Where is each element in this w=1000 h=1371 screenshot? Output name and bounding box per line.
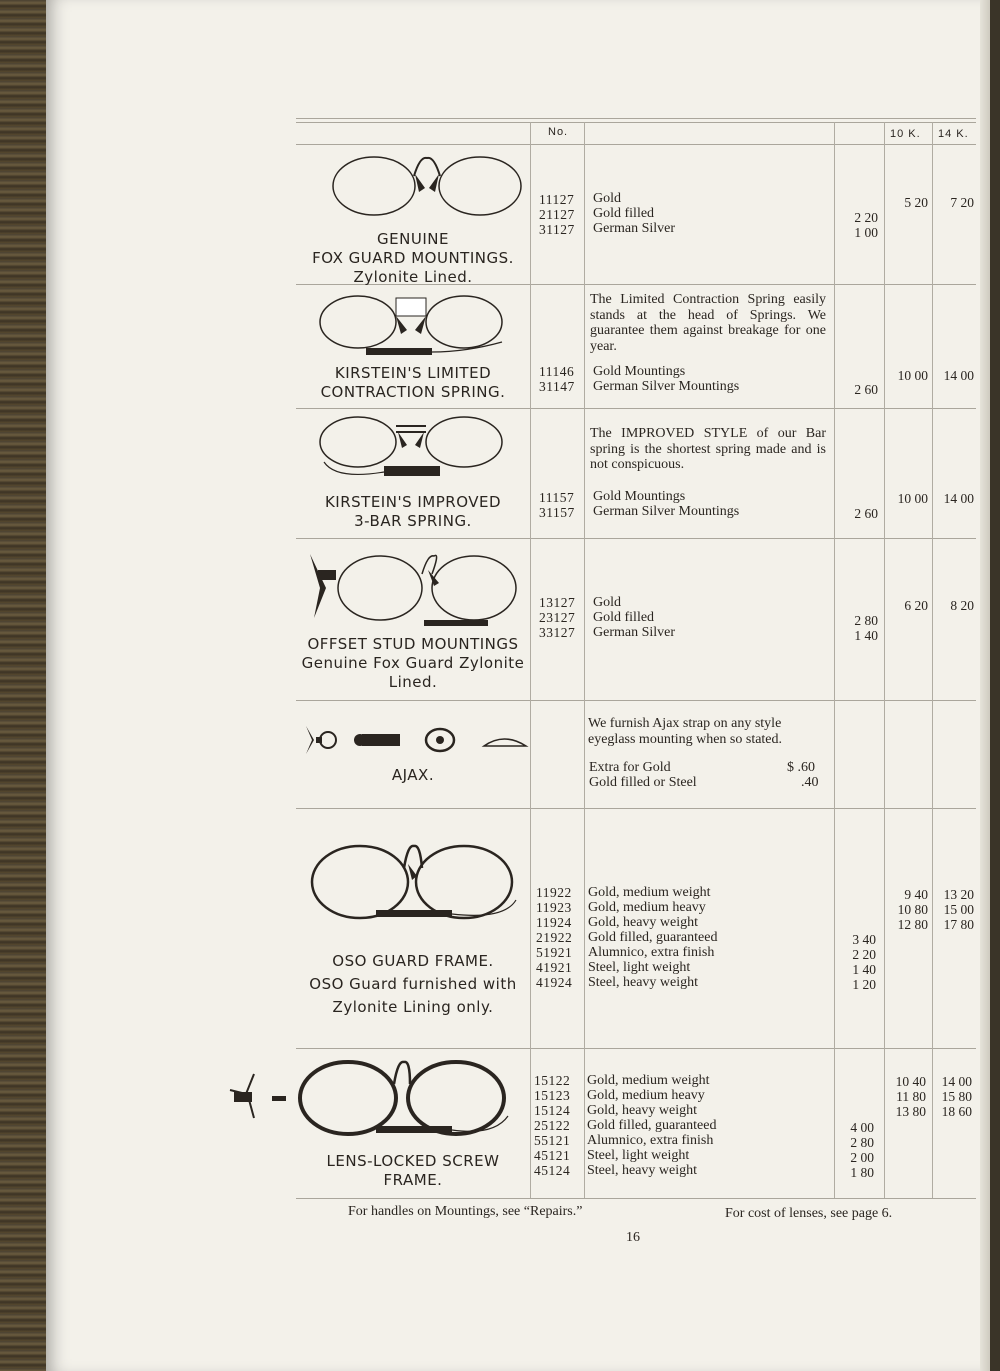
price: 1 80	[850, 1165, 874, 1180]
item-numbers-oso-guard	[536, 885, 576, 990]
item-number: 15123	[534, 1088, 571, 1103]
base-price-limited-contraction	[838, 382, 878, 397]
item-description: Gold, heavy weight	[588, 915, 699, 930]
item-number: 41921	[536, 960, 573, 975]
price: 14 00	[941, 1074, 972, 1089]
price: 15 80	[941, 1089, 972, 1104]
header-no: No.	[548, 126, 569, 138]
product-name-oso-guard	[298, 950, 528, 1019]
product-name-limited-contraction	[298, 364, 528, 402]
rule-row-2	[296, 408, 976, 409]
item-number: 21922	[536, 930, 573, 945]
item-description: Gold filled	[593, 610, 655, 625]
price: 13 80	[895, 1104, 926, 1119]
item-descriptions-oso-guard	[588, 885, 717, 990]
item-number: 11924	[536, 915, 572, 930]
footer-repairs-note: For handles on Mountings, see “Repairs.”	[348, 1204, 583, 1219]
prices-14k-lens-locked-screw	[928, 1074, 972, 1119]
three-bar-spring-eyeglass-illustration	[316, 414, 516, 484]
name-line: FRAME.	[383, 1171, 443, 1189]
price-14k-limited-contraction	[930, 368, 974, 383]
contraction-spring-eyeglass-illustration	[316, 292, 516, 362]
name-line: OFFSET STUD MOUNTINGS	[307, 635, 519, 653]
name-line: GENUINE	[377, 230, 449, 248]
item-description: Gold	[593, 595, 621, 610]
rule-bottom	[296, 1198, 976, 1199]
price: 18 60	[941, 1104, 972, 1119]
price: 10 00	[897, 368, 928, 383]
price: 13 20	[943, 887, 974, 902]
item-description: Alumnico, extra finish	[587, 1133, 714, 1148]
item-number: 11157	[539, 490, 575, 505]
extra-charge-label: Extra for Gold	[589, 760, 671, 775]
item-description: Gold, medium weight	[587, 1073, 710, 1088]
item-description: Gold filled	[593, 206, 655, 221]
note-improved-3-bar: The IMPROVED STYLE of our Bar spring is the shortest spring made and is not conspicuous.	[590, 426, 826, 472]
price: 2 80	[854, 613, 878, 628]
base-prices-offset-stud	[838, 613, 878, 643]
base-prices-oso-guard	[836, 932, 876, 992]
item-numbers-offset-stud	[539, 595, 579, 640]
name-line: Zylonite Lined.	[353, 268, 473, 286]
item-number: 15122	[534, 1073, 571, 1088]
price: 7 20	[950, 195, 974, 210]
item-number: 45121	[534, 1148, 571, 1163]
item-description: Gold, medium weight	[588, 885, 711, 900]
product-name-offset-stud	[296, 635, 530, 692]
item-number: 51921	[536, 945, 573, 960]
rule-row-5	[296, 808, 976, 809]
name-line: Genuine Fox Guard Zylonite	[301, 654, 525, 672]
price: 10 40	[895, 1074, 926, 1089]
item-description: Gold filled, guaranteed	[587, 1118, 717, 1133]
note-ajax: We furnish Ajax strap on any style eyeglass mounting when so stated.	[588, 716, 783, 747]
price: 4 00	[850, 1120, 874, 1135]
item-number: 11127	[539, 192, 575, 207]
price-10k-limited-contraction	[884, 368, 928, 383]
prices-14k-oso-guard	[930, 887, 974, 932]
item-number: 21127	[539, 207, 575, 222]
ajax-strap-parts-illustration	[300, 720, 540, 760]
rule-top	[296, 118, 976, 119]
item-descriptions-limited-contraction	[593, 364, 739, 394]
price: 12 80	[897, 917, 928, 932]
price-14k-improved-3-bar	[930, 491, 974, 506]
item-number: 55121	[534, 1133, 571, 1148]
product-name-fox-guard	[298, 230, 528, 287]
name-line: LENS-LOCKED SCREW	[326, 1152, 500, 1170]
rule-row-4	[296, 700, 976, 701]
price: 2 60	[854, 382, 878, 397]
item-number: 11146	[539, 364, 575, 379]
item-descriptions-improved-3-bar	[593, 489, 739, 519]
item-number: 13127	[539, 595, 576, 610]
name-line: OSO Guard furnished with	[309, 975, 517, 993]
item-number: 15124	[534, 1103, 571, 1118]
price: 1 20	[852, 977, 876, 992]
price: 1 40	[852, 962, 876, 977]
oso-guard-frame-illustration	[304, 838, 524, 928]
extra-charge-price: .40	[801, 775, 819, 790]
rule-top-2	[296, 122, 976, 123]
base-price-improved-3-bar	[838, 506, 878, 521]
note-limited-contraction: The Limited Contraction Spring easily stands at the head of Springs. We guarantee them against breakage for one year.	[590, 292, 826, 354]
item-number: 11923	[536, 900, 572, 915]
item-numbers-fox-guard	[539, 192, 579, 237]
rule-row-3	[296, 538, 976, 539]
price: 3 40	[852, 932, 876, 947]
item-descriptions-fox-guard	[593, 191, 675, 236]
name-line: CONTRACTION SPRING.	[320, 383, 506, 401]
product-name-ajax	[298, 766, 528, 785]
price: 2 60	[854, 506, 878, 521]
item-number: 23127	[539, 610, 576, 625]
page-number: 16	[626, 1230, 640, 1245]
price: 1 40	[854, 628, 878, 643]
price: 5 20	[904, 195, 928, 210]
name-line: Zylonite Lining only.	[332, 998, 494, 1016]
item-description: Gold	[593, 191, 621, 206]
item-description: Steel, light weight	[588, 960, 691, 975]
rule-header	[296, 144, 976, 145]
offset-stud-eyeglass-illustration	[304, 548, 524, 628]
page-edge	[980, 0, 990, 1371]
product-name-improved-3-bar	[298, 493, 528, 531]
extra-charge-price: $ .60	[787, 760, 815, 775]
ajax-extra-charges	[589, 760, 829, 790]
item-description: Gold filled, guaranteed	[588, 930, 718, 945]
item-description: Gold, medium heavy	[588, 900, 706, 915]
name-line: 3-BAR SPRING.	[354, 512, 472, 530]
item-description: Steel, heavy weight	[587, 1163, 698, 1178]
rule-col-10k	[884, 122, 885, 1198]
item-descriptions-lens-locked-screw	[587, 1073, 716, 1178]
product-name-lens-locked-screw	[298, 1152, 528, 1190]
item-description: Alumnico, extra finish	[588, 945, 715, 960]
price: 6 20	[904, 598, 928, 613]
price: 2 00	[850, 1150, 874, 1165]
price-14k-fox-guard	[934, 195, 974, 210]
prices-10k-oso-guard	[884, 887, 928, 932]
item-number: 11922	[536, 885, 572, 900]
item-description: German Silver Mountings	[593, 379, 740, 394]
item-description: Steel, light weight	[587, 1148, 690, 1163]
rule-col-14k	[932, 122, 933, 1198]
item-number: 31147	[539, 379, 575, 394]
price: 10 80	[897, 902, 928, 917]
item-description: Gold, heavy weight	[587, 1103, 698, 1118]
price: 14 00	[943, 491, 974, 506]
item-description: German Silver Mountings	[593, 504, 740, 519]
price-10k-offset-stud	[884, 598, 928, 613]
rule-col-base	[834, 122, 835, 1198]
price: 2 80	[850, 1135, 874, 1150]
price-14k-offset-stud	[930, 598, 974, 613]
name-line: KIRSTEIN'S LIMITED	[334, 364, 492, 382]
price-10k-improved-3-bar	[884, 491, 928, 506]
price: 1 00	[854, 225, 878, 240]
item-description: German Silver	[593, 625, 676, 640]
price: 17 80	[943, 917, 974, 932]
name-line: Lined.	[388, 673, 438, 691]
item-description: Gold, medium heavy	[587, 1088, 705, 1103]
price-10k-fox-guard	[888, 195, 928, 210]
item-number: 31127	[539, 222, 575, 237]
price: 10 00	[897, 491, 928, 506]
price: 9 40	[904, 887, 928, 902]
rule-col-desc	[584, 122, 585, 1198]
name-line: KIRSTEIN'S IMPROVED	[324, 493, 502, 511]
extra-charge-label: Gold filled or Steel	[589, 775, 697, 790]
header-10k: 10 K.	[890, 128, 921, 140]
lens-locked-screw-frame-illustration	[224, 1054, 524, 1144]
price: 11 80	[896, 1089, 926, 1104]
footer-lenses-note: For cost of lenses, see page 6.	[725, 1206, 893, 1221]
price: 8 20	[950, 598, 974, 613]
rule-col-no	[530, 122, 531, 1198]
item-description: Gold Mountings	[593, 489, 686, 504]
name-line: FOX GUARD MOUNTINGS.	[312, 249, 514, 267]
item-number: 33127	[539, 625, 576, 640]
price: 2 20	[852, 947, 876, 962]
item-number: 41924	[536, 975, 573, 990]
item-numbers-improved-3-bar	[539, 490, 579, 520]
price: 14 00	[943, 368, 974, 383]
base-prices-fox-guard	[838, 210, 878, 240]
book-binding	[0, 0, 46, 1371]
rule-row-6	[296, 1048, 976, 1049]
prices-10k-lens-locked-screw	[882, 1074, 926, 1119]
item-numbers-lens-locked-screw	[534, 1073, 574, 1178]
name-line: AJAX.	[391, 766, 435, 784]
item-description: Gold Mountings	[593, 364, 686, 379]
header-14k: 14 K.	[938, 128, 969, 140]
item-description: Steel, heavy weight	[588, 975, 699, 990]
price: 2 20	[854, 210, 878, 225]
item-numbers-limited-contraction	[539, 364, 579, 394]
item-number: 31157	[539, 505, 575, 520]
price: 15 00	[943, 902, 974, 917]
item-description: German Silver	[593, 221, 676, 236]
name-line: OSO GUARD FRAME.	[332, 952, 494, 970]
item-number: 25122	[534, 1118, 571, 1133]
item-number: 45124	[534, 1163, 571, 1178]
fox-guard-eyeglass-illustration	[330, 152, 530, 222]
item-descriptions-offset-stud	[593, 595, 675, 640]
base-prices-lens-locked-screw	[834, 1120, 874, 1180]
